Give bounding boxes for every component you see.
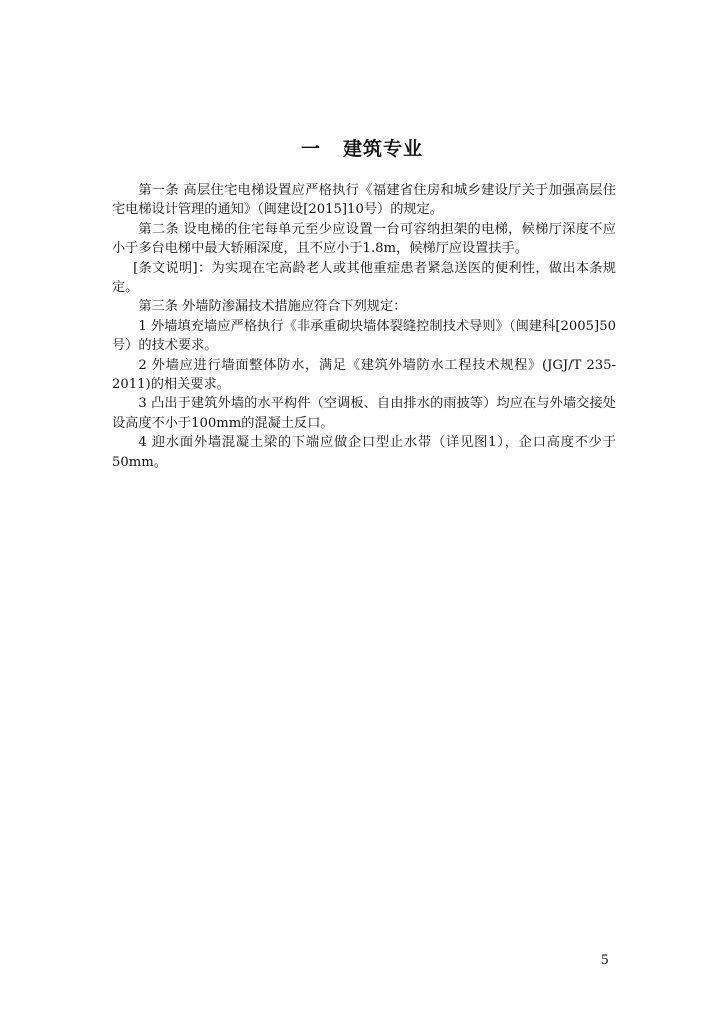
- section-number: 一: [300, 138, 321, 160]
- article-3-item-4: 4 迎水面外墙混凝土梁的下端应做企口型止水带（详见图1），企口高度不少于50mm。: [112, 435, 616, 470]
- article-3-item-3: 3 凸出于建筑外墙的水平构件（空调板、自由排水的雨披等）均应在与外墙交接处设高度不小于100mm的混凝土反口。: [112, 396, 616, 431]
- article-1: 第一条 高层住宅电梯设置应严格执行《福建省住房和城乡建设厅关于加强高层住宅电梯设计管理的通知》（闽建设[2015]10号）的规定。: [112, 183, 616, 218]
- article-2-explanation: [条文说明]：为实现在宅高龄老人或其他重症患者紧急送医的便利性，做出本条规定。: [112, 260, 616, 296]
- article-3: 第三条 外墙防渗漏技术措施应符合下列规定：: [138, 299, 407, 315]
- article-2: 第二条 设电梯的住宅每单元至少应设置一台可容纳担架的电梯，候梯厅深度不应小于多台电梯中最大轿厢深度，且不应小于1.8m，候梯厅应设置扶手。: [112, 221, 616, 257]
- article-3-item-2: 2 外墙应进行墙面整体防水，满足《建筑外墙防水工程技术规程》(JGJ/T 235-2011)的相关要求。: [112, 357, 616, 393]
- section-heading: [0, 134, 724, 161]
- document-body: [112, 181, 616, 472]
- article-3-item-1: 1 外墙填充墙应严格执行《非承重砌块墙体裂缝控制技术导则》（闽建科[2005]50号）的技术要求。: [112, 318, 616, 354]
- section-title: 建筑专业: [343, 138, 424, 160]
- page-number: 5: [601, 952, 609, 968]
